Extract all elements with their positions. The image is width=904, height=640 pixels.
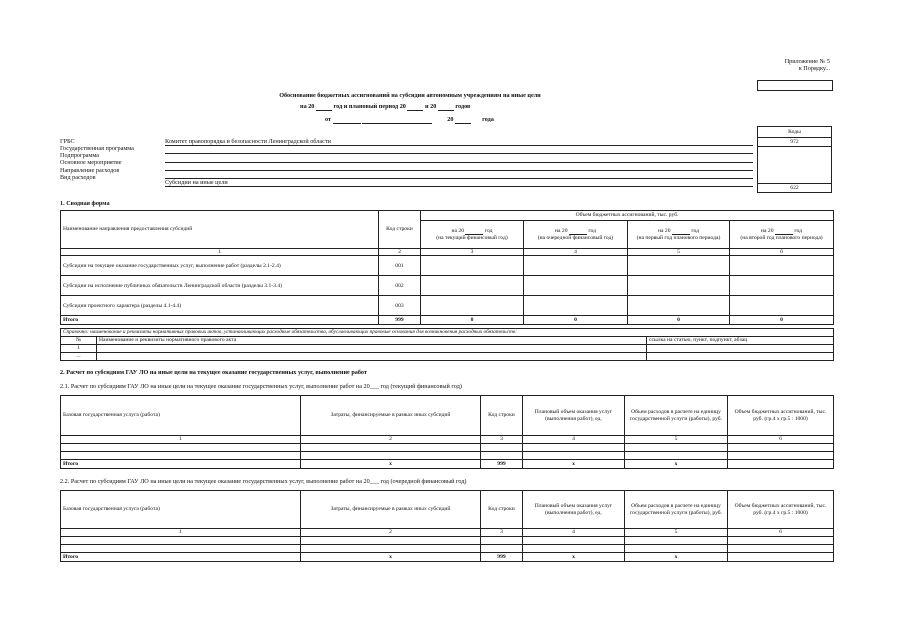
appendix-label: Приложение № 5 к Порядку... [784,58,830,73]
num-cell: 6 [730,249,834,256]
title-date: от 20 года [325,116,494,123]
total-row: Итого 999 0 0 0 0 [61,316,834,325]
title-period: на 20 год и плановый период 20 и 20 годов [300,103,471,110]
year3-header: на 20 год (на первый год планового периода) [628,221,730,249]
total-row: Итого x 999 x x [61,553,834,562]
year1-header: на 20 год (на текущий финансовый год) [421,221,524,249]
num-cell: 5 [628,249,730,256]
num-cell: 4 [524,249,628,256]
program-label: Государственная программа [60,145,134,153]
reference-table: Справочно: наименование и реквизиты нормативных правовых актов, устанавливающих расходные обязательства, обуславливающих правовые основания для возникновения расходных обязательств: № Наименование и реквизиты нормативного правового акта ссылка на статью, пункт, подпункт, абзац 1 ... [60,328,834,361]
num-cell: 2 [379,249,421,256]
codes-table [757,126,832,193]
vid-value: Субсидии на иные цели [165,179,753,187]
appendix-box [757,80,833,91]
year4-header: на 20 год (на второй год планового периода) [730,221,834,249]
sub2-title: 2.2. Расчет по субсидиям ГАУ ЛО на иные цели на текущее оказание государственных услуг, выполнение работ на 20___ год (очередной финансовый год) [60,478,467,485]
table-row: Субсидии на исполнение публичных обязательств Ленинградской области (разделы 3.1-3.4) 002 [61,276,834,296]
document-title: Обоснование бюджетных ассигнований на субсидии автономным учреждениям на иные цели [279,92,541,99]
section2-title: 2. Расчет по субсидиям ГАУ ЛО на иные цели на текущее оказание государственных услуг, выполнение работ [60,369,367,376]
grbs-label: ГРБС [60,138,75,145]
reference-note: Справочно: наименование и реквизиты нормативных правовых актов, устанавливающих расходные обязательства, обуславливающих правовые основания для возникновения расходных обязательств: [61,329,834,337]
sub1-title: 2.1. Расчет по субсидиям ГАУ ЛО на иные цели на текущее оказание государственных услуг, выполнение работ на 20___ год (текущий финансовый год) [60,383,462,390]
vid-code: 622 [758,184,832,193]
summary-table [60,210,834,325]
num-cell: 1 [61,249,379,256]
field-values [165,138,753,187]
col-name-header: Наименование направления предоставления субсидий [61,211,379,249]
table-row: Субсидии проектного характера (разделы 4.1-4.4) 003 [61,296,834,316]
grbs-code: 972 [758,138,832,147]
codes-header: Коды [758,127,832,138]
subprogram-label: Подпрограмма [60,152,99,160]
measure-label: Основное мероприятие [60,159,122,167]
field-labels [60,138,160,181]
total-row: Итого x 999 x x [61,460,834,469]
col-volume-header: Объем бюджетных ассигнований, тыс. руб. [421,211,834,221]
calc-table-1: Базовая государственная услуга (работа) Затраты, финансируемые в рамках иных субсидий Код строки Плановый объем оказания услуг (выполнения работ), ед. Объем расходов в расчете на единицу государственной услуги (работы), руб. Объем бюджетных ассигнований, тыс. руб. (гр.4 х гр.5 : 1000) 1 2 3 4 5 6 Итого x 999 x x [60,395,834,469]
num-cell: 3 [421,249,524,256]
direction-label: Направление расходов [60,166,120,174]
col-code-header: Код строки [379,211,421,249]
ref-col-name: Наименование и реквизиты нормативного правового акта [97,337,647,345]
year2-header: на 20 год (на очередной финансовый год) [524,221,628,249]
table-row: Субсидии на текущее оказание государственных услуг, выполнение работ (разделы 2.1-2.4) 001 [61,256,834,276]
section1-title: 1. Сводная форма [60,200,110,207]
ref-col-no: № [61,337,97,345]
grbs-value: Комитет правопорядка и безопасности Ленинградской области [165,138,753,146]
calc-table-2: Базовая государственная услуга (работа) Затраты, финансируемые в рамках иных субсидий Код строки Плановый объем оказания услуг (выполнения работ), ед. Объем расходов в расчете на единицу государственной услуги (работы), руб. Объем бюджетных ассигнований, тыс. руб. (гр.4 х гр.5 : 1000) 1 2 3 4 5 6 Итого x 999 x x [60,490,834,562]
vid-label: Вид расходов [60,173,96,181]
ref-col-link: ссылка на статью, пункт, подпункт, абзац [647,337,834,345]
